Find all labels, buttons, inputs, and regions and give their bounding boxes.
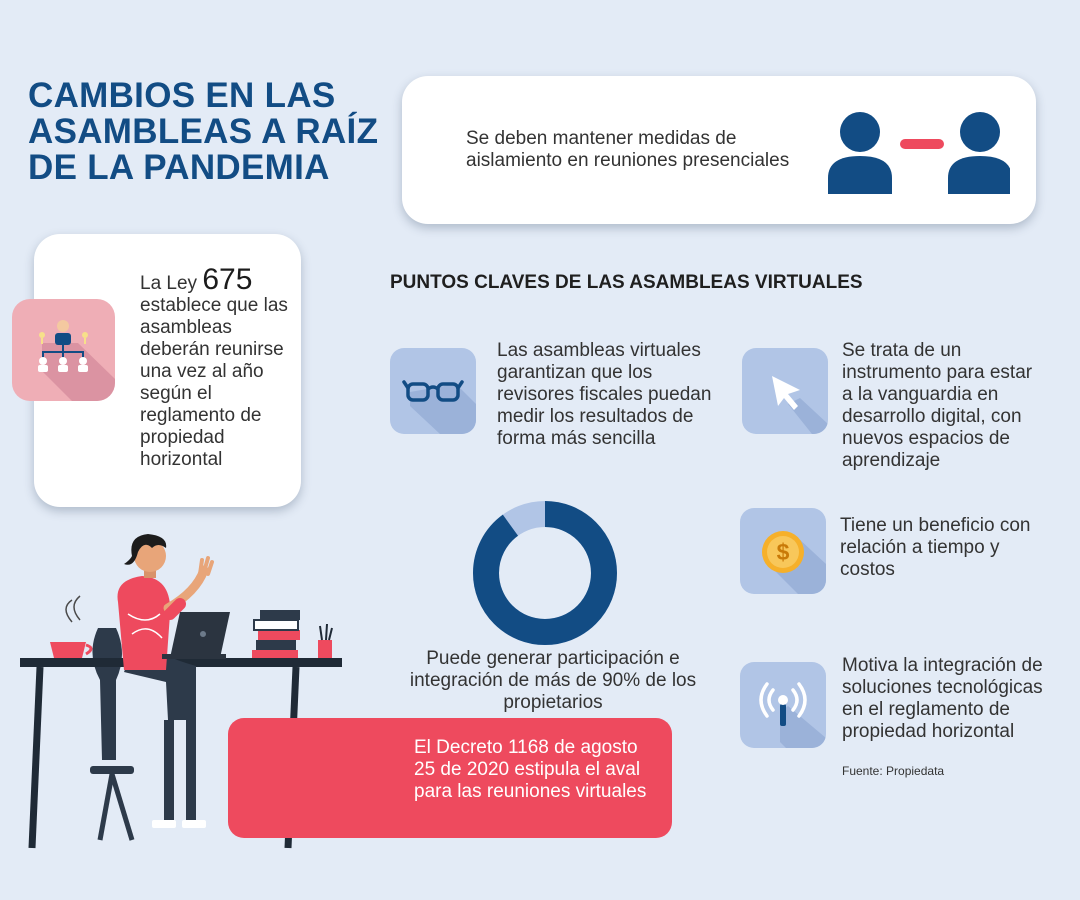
org-chart-icon (12, 299, 115, 401)
point-text-2: Se trata de un instrumento para estar a la vanguardia en desarrollo digital, con nuevos espacios de aprendizaje (842, 340, 1033, 471)
point-tile-antenna (740, 662, 826, 748)
ley-prefix: La Ley (140, 273, 203, 294)
cursor-icon (742, 348, 828, 434)
section-heading: PUNTOS CLAVES DE LAS ASAMBLEAS VIRTUALES (390, 272, 863, 293)
point-text-4: Motiva la integración de soluciones tecnológicas en el reglamento de propiedad horizontal (842, 655, 1043, 742)
dollar-coin-icon (740, 508, 826, 594)
isolation-card (402, 76, 1036, 224)
participation-text: Puede generar participación e integración de más de 90% de los propietarios (409, 648, 697, 713)
people-distance-icon (826, 110, 1010, 196)
point-tile-coin (740, 508, 826, 594)
ley-text (140, 263, 290, 471)
source-text: Fuente: Propiedata (842, 764, 945, 778)
org-chart-tile (12, 299, 115, 401)
glasses-icon (390, 348, 476, 434)
point-text-3: Tiene un beneficio con relación a tiempo y costos (840, 515, 1031, 580)
page-title: CAMBIOS EN LAS ASAMBLEAS A RAÍZ DE LA PANDEMIA (28, 76, 379, 187)
antenna-icon (740, 662, 826, 748)
participation-donut (472, 500, 618, 646)
decreto-box (228, 718, 672, 838)
donut-value-arc (486, 514, 604, 632)
decreto-text: El Decreto 1168 de agosto 25 de 2020 estipula el aval para las reuniones virtuales (414, 737, 647, 802)
point-tile-glasses (390, 348, 476, 434)
ley-description: establece que las asambleas deberán reunirse una vez al año según el reglamento de propiedad horizontal (140, 295, 288, 470)
isolation-text: Se deben mantener medidas de aislamiento en reuniones presenciales (466, 128, 790, 171)
svg-text:$: $ (776, 539, 790, 565)
point-tile-cursor (742, 348, 828, 434)
ley-number: 675 (202, 263, 253, 296)
point-text-1: Las asambleas virtuales garantizan que los revisores fiscales puedan medir los resultados de forma más sencilla (497, 340, 712, 449)
